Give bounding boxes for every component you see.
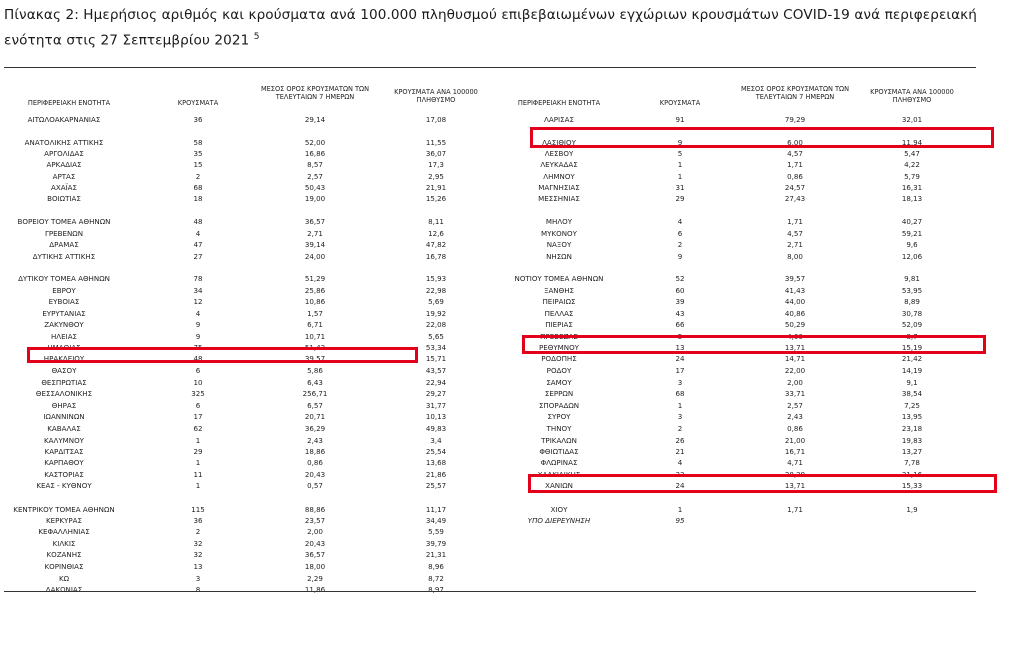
cases-cell: 32 bbox=[193, 550, 203, 559]
avg7-cell: 50,29 bbox=[784, 320, 806, 329]
per100k-cell: 15,71 bbox=[425, 354, 447, 363]
region-cell: ΠΙΕΡΙΑΣ bbox=[545, 320, 573, 329]
cases-cell: 6 bbox=[195, 366, 201, 375]
per100k-cell: 22,08 bbox=[425, 320, 447, 329]
region-cell: ΠΡΕΒΕΖΑΣ bbox=[540, 332, 578, 341]
cases-cell: 48 bbox=[193, 217, 203, 226]
per100k-cell: 22,94 bbox=[425, 378, 447, 387]
avg7-cell: 4,71 bbox=[787, 458, 803, 467]
avg7-cell: 13,71 bbox=[784, 481, 806, 490]
region-cell: ΚΙΛΚΙΣ bbox=[52, 539, 76, 548]
per100k-cell: 43,57 bbox=[425, 366, 447, 375]
region-cell: ΜΗΛΟΥ bbox=[545, 217, 573, 226]
per100k-cell: 14,19 bbox=[901, 366, 923, 375]
region-cell: ΒΟΡΕΙΟΥ ΤΟΜΕΑ ΑΘΗΝΩΝ bbox=[17, 217, 111, 226]
avg7-cell: 20,71 bbox=[304, 412, 326, 421]
per100k-cell: 9,6 bbox=[906, 240, 918, 249]
per100k-cell: 30,78 bbox=[901, 309, 923, 318]
region-cell: ΗΡΑΚΛΕΙΟΥ bbox=[43, 354, 85, 363]
left-header-cases: ΚΡΟΥΣΜΑΤΑ bbox=[177, 99, 219, 107]
avg7-cell: 256,71 bbox=[302, 389, 328, 398]
avg7-cell: 8,57 bbox=[307, 160, 323, 169]
cases-cell: 95 bbox=[675, 516, 685, 525]
region-cell: ΑΝΑΤΟΛΙΚΗΣ ΑΤΤΙΚΗΣ bbox=[24, 138, 104, 147]
region-cell: ΚΕΦΑΛΛΗΝΙΑΣ bbox=[38, 527, 90, 536]
per100k-cell: 8,89 bbox=[904, 297, 920, 306]
cases-cell: 2 bbox=[677, 424, 683, 433]
cases-cell: 1 bbox=[677, 160, 683, 169]
region-cell: ΘΑΣΟΥ bbox=[51, 366, 77, 375]
cases-cell: 13 bbox=[193, 562, 203, 571]
region-cell: ΘΕΣΠΡΩΤΙΑΣ bbox=[41, 378, 87, 387]
cases-cell: 2 bbox=[677, 240, 683, 249]
per100k-cell: 21,91 bbox=[425, 183, 447, 192]
per100k-cell: 39,79 bbox=[425, 539, 447, 548]
cases-cell: 8 bbox=[195, 585, 201, 594]
left-header-avg7: ΜΕΣΟΣ ΟΡΟΣ ΚΡΟΥΣΜΑΤΩΝ ΤΩΝ ΤΕΛΕΥΤΑΙΩΝ 7 ΗΜΕΡΩΝ bbox=[260, 85, 370, 101]
cases-cell: 24 bbox=[675, 354, 685, 363]
per100k-cell: 16,31 bbox=[901, 183, 923, 192]
per100k-cell: 40,27 bbox=[901, 217, 923, 226]
region-cell: ΧΑΝΙΩΝ bbox=[545, 481, 573, 490]
per100k-cell: 8,11 bbox=[428, 217, 444, 226]
avg7-cell: 29,14 bbox=[304, 115, 326, 124]
avg7-cell: 4,00 bbox=[787, 332, 803, 341]
cases-cell: 21 bbox=[675, 447, 685, 456]
cases-cell: 11 bbox=[193, 470, 203, 479]
cases-cell: 24 bbox=[675, 481, 685, 490]
cases-cell: 47 bbox=[193, 240, 203, 249]
region-cell: ΡΟΔΟΥ bbox=[546, 366, 572, 375]
region-cell: ΚΕΝΤΡΙΚΟΥ ΤΟΜΕΑ ΑΘΗΝΩΝ bbox=[13, 505, 115, 514]
cases-cell: 4 bbox=[195, 229, 201, 238]
region-cell: ΗΛΕΙΑΣ bbox=[50, 332, 78, 341]
cases-cell: 68 bbox=[193, 183, 203, 192]
region-cell: ΧΑΛΚΙΔΙΚΗΣ bbox=[537, 470, 581, 479]
cases-cell: 31 bbox=[675, 183, 685, 192]
avg7-cell: 4,57 bbox=[787, 149, 803, 158]
region-cell: ΚΑΣΤΟΡΙΑΣ bbox=[44, 470, 84, 479]
cases-cell: 10 bbox=[193, 378, 203, 387]
per100k-cell: 5,69 bbox=[428, 297, 444, 306]
table-caption bbox=[4, 4, 1014, 52]
avg7-cell: 0,86 bbox=[787, 172, 803, 181]
cases-cell: 3 bbox=[195, 574, 201, 583]
avg7-cell: 36,29 bbox=[304, 424, 326, 433]
avg7-cell: 6,43 bbox=[307, 378, 323, 387]
per100k-cell: 15,19 bbox=[901, 343, 923, 352]
cases-cell: 58 bbox=[193, 138, 203, 147]
region-cell: ΤΡΙΚΑΛΩΝ bbox=[541, 436, 577, 445]
region-cell: ΚΟΡΙΝΘΙΑΣ bbox=[44, 562, 84, 571]
avg7-cell: 33,71 bbox=[784, 389, 806, 398]
region-cell: ΚΕΡΚΥΡΑΣ bbox=[45, 516, 82, 525]
avg7-cell: 52,00 bbox=[304, 138, 326, 147]
region-cell: ΑΡΓΟΛΙΔΑΣ bbox=[44, 149, 84, 158]
per100k-cell: 11,17 bbox=[425, 505, 447, 514]
cases-cell: 33 bbox=[675, 470, 685, 479]
avg7-cell: 24,57 bbox=[784, 183, 806, 192]
cases-cell: 9 bbox=[677, 138, 683, 147]
per100k-cell: 11,55 bbox=[425, 138, 447, 147]
per100k-cell: 52,09 bbox=[901, 320, 923, 329]
cases-cell: 3 bbox=[677, 412, 683, 421]
per100k-cell: 32,01 bbox=[901, 115, 923, 124]
cases-cell: 26 bbox=[675, 436, 685, 445]
per100k-cell: 25,54 bbox=[425, 447, 447, 456]
per100k-cell: 7,78 bbox=[904, 458, 920, 467]
per100k-cell: 10,13 bbox=[425, 412, 447, 421]
cases-cell: 325 bbox=[191, 389, 205, 398]
region-cell: ΚΑΡΠΑΘΟΥ bbox=[44, 458, 84, 467]
region-cell: ΘΗΡΑΣ bbox=[51, 401, 77, 410]
left-header-region: ΠΕΡΙΦΕΡΕΙΑΚΗ ΕΝΟΤΗΤΑ bbox=[27, 99, 111, 107]
region-cell: ΙΩΑΝΝΙΝΩΝ bbox=[43, 412, 85, 421]
region-cell: ΜΑΓΝΗΣΙΑΣ bbox=[538, 183, 580, 192]
region-cell: ΠΕΙΡΑΙΩΣ bbox=[542, 297, 576, 306]
avg7-cell: 44,00 bbox=[784, 297, 806, 306]
cases-cell: 5 bbox=[677, 332, 683, 341]
right-header-cases: ΚΡΟΥΣΜΑΤΑ bbox=[659, 99, 701, 107]
region-cell: ΑΡΤΑΣ bbox=[52, 172, 76, 181]
region-cell: ΦΛΩΡΙΝΑΣ bbox=[540, 458, 578, 467]
region-cell: ΘΕΣΣΑΛΟΝΙΚΗΣ bbox=[35, 389, 93, 398]
cases-cell: 1 bbox=[677, 505, 683, 514]
cases-cell: 6 bbox=[677, 229, 683, 238]
region-cell: ΚΑΡΔΙΤΣΑΣ bbox=[44, 447, 84, 456]
cases-cell: 13 bbox=[675, 343, 685, 352]
cases-cell: 4 bbox=[195, 309, 201, 318]
avg7-cell: 2,57 bbox=[307, 172, 323, 181]
avg7-cell: 0,86 bbox=[787, 424, 803, 433]
cases-cell: 18 bbox=[193, 194, 203, 203]
per100k-cell: 18,13 bbox=[901, 194, 923, 203]
region-cell: ΔΥΤΙΚΗΣ ΑΤΤΙΚΗΣ bbox=[32, 252, 96, 261]
avg7-cell: 24,00 bbox=[304, 252, 326, 261]
avg7-cell: 27,43 bbox=[784, 194, 806, 203]
per100k-cell: 12,6 bbox=[428, 229, 444, 238]
avg7-cell: 16,86 bbox=[304, 149, 326, 158]
avg7-cell: 51,29 bbox=[304, 274, 326, 283]
cases-cell: 1 bbox=[195, 481, 201, 490]
cases-cell: 34 bbox=[193, 286, 203, 295]
region-cell: ΑΙΤΩΛΟΑΚΑΡΝΑΝΙΑΣ bbox=[27, 115, 101, 124]
avg7-cell: 1,71 bbox=[787, 160, 803, 169]
avg7-cell: 1,57 bbox=[307, 309, 323, 318]
region-cell: ΥΠΟ ΔΙΕΡΕΥΝΗΣΗ bbox=[527, 516, 591, 525]
avg7-cell: 23,57 bbox=[304, 516, 326, 525]
per100k-cell: 49,83 bbox=[425, 424, 447, 433]
avg7-cell: 16,71 bbox=[784, 447, 806, 456]
cases-cell: 66 bbox=[675, 320, 685, 329]
cases-cell: 35 bbox=[193, 149, 203, 158]
per100k-cell: 5,47 bbox=[904, 149, 920, 158]
per100k-cell: 5,65 bbox=[428, 332, 444, 341]
cases-cell: 5 bbox=[677, 149, 683, 158]
avg7-cell: 0,57 bbox=[307, 481, 323, 490]
cases-cell: 60 bbox=[675, 286, 685, 295]
region-cell: ΛΕΥΚΑΔΑΣ bbox=[540, 160, 578, 169]
cases-cell: 1 bbox=[195, 436, 201, 445]
avg7-cell: 40,86 bbox=[784, 309, 806, 318]
right-header-per100k: ΚΡΟΥΣΜΑΤΑ ΑΝΑ 100000 ΠΛΗΘΥΣΜΟ bbox=[870, 88, 954, 104]
region-cell: ΑΧΑΪΑΣ bbox=[51, 183, 77, 192]
cases-cell: 29 bbox=[675, 194, 685, 203]
avg7-cell: 2,29 bbox=[307, 574, 323, 583]
avg7-cell: 6,00 bbox=[787, 138, 803, 147]
region-cell: ΣΥΡΟΥ bbox=[547, 412, 571, 421]
avg7-cell: 13,71 bbox=[784, 343, 806, 352]
region-cell: ΣΑΜΟΥ bbox=[546, 378, 572, 387]
avg7-cell: 20,43 bbox=[304, 470, 326, 479]
per100k-cell: 15,26 bbox=[425, 194, 447, 203]
per100k-cell: 9,1 bbox=[906, 378, 918, 387]
per100k-cell: 23,18 bbox=[901, 424, 923, 433]
cases-cell: 2 bbox=[195, 527, 201, 536]
region-cell: ΛΕΣΒΟΥ bbox=[544, 149, 574, 158]
highlight-box-irakleiou bbox=[27, 347, 418, 363]
per100k-cell: 38,54 bbox=[901, 389, 923, 398]
per100k-cell: 21,31 bbox=[425, 550, 447, 559]
per100k-cell: 3,4 bbox=[430, 436, 442, 445]
per100k-cell: 17,3 bbox=[428, 160, 444, 169]
per100k-cell: 12,06 bbox=[901, 252, 923, 261]
highlight-box-rethymnou bbox=[522, 335, 986, 354]
region-cell: ΚΑΛΥΜΝΟΥ bbox=[43, 436, 85, 445]
per100k-cell: 31,77 bbox=[425, 401, 447, 410]
region-cell: ΚΟΖΑΝΗΣ bbox=[46, 550, 82, 559]
per100k-cell: 59,21 bbox=[901, 229, 923, 238]
avg7-cell: 0,86 bbox=[307, 458, 323, 467]
cases-cell: 17 bbox=[675, 366, 685, 375]
avg7-cell: 36,57 bbox=[304, 217, 326, 226]
region-cell: ΒΟΙΩΤΙΑΣ bbox=[47, 194, 81, 203]
per100k-cell: 53,95 bbox=[901, 286, 923, 295]
per100k-cell: 29,27 bbox=[425, 389, 447, 398]
avg7-cell: 14,71 bbox=[784, 354, 806, 363]
region-cell: ΖΑΚΥΝΘΟΥ bbox=[44, 320, 84, 329]
per100k-cell: 15,93 bbox=[425, 274, 447, 283]
per100k-cell: 7,25 bbox=[904, 401, 920, 410]
region-cell: ΝΟΤΙΟΥ ΤΟΜΕΑ ΑΘΗΝΩΝ bbox=[514, 274, 604, 283]
avg7-cell: 8,00 bbox=[787, 252, 803, 261]
avg7-cell: 21,00 bbox=[784, 436, 806, 445]
cases-cell: 4 bbox=[677, 217, 683, 226]
avg7-cell: 41,43 bbox=[784, 286, 806, 295]
caption-text: Πίνακας 2: Ημερήσιος αριθμός και κρούσματα ανά 100.000 πληθυσμού επιβεβαιωμένων εγχώριων κρουσμάτων COVID-19 ανά περιφερειακή ενότητα στις 27 Σεπτεμβρίου 2021 bbox=[4, 7, 978, 49]
per100k-cell: 16,78 bbox=[425, 252, 447, 261]
region-cell: ΜΕΣΣΗΝΙΑΣ bbox=[538, 194, 580, 203]
avg7-cell: 2,43 bbox=[307, 436, 323, 445]
region-cell: ΧΙΟΥ bbox=[550, 505, 568, 514]
avg7-cell: 79,29 bbox=[784, 115, 806, 124]
right-header-avg7: ΜΕΣΟΣ ΟΡΟΣ ΚΡΟΥΣΜΑΤΩΝ ΤΩΝ ΤΕΛΕΥΤΑΙΩΝ 7 ΗΜΕΡΩΝ bbox=[740, 85, 850, 101]
per100k-cell: 53,34 bbox=[425, 343, 447, 352]
cases-cell: 39 bbox=[675, 297, 685, 306]
cases-cell: 75 bbox=[193, 343, 203, 352]
per100k-cell: 19,92 bbox=[425, 309, 447, 318]
per100k-cell: 9,81 bbox=[904, 274, 920, 283]
per100k-cell: 21,86 bbox=[425, 470, 447, 479]
region-cell: ΛΑΣΙΘΙΟΥ bbox=[542, 138, 576, 147]
bottom-rule bbox=[4, 591, 976, 592]
cases-cell: 115 bbox=[191, 505, 205, 514]
per100k-cell: 47,82 bbox=[425, 240, 447, 249]
avg7-cell: 2,00 bbox=[307, 527, 323, 536]
cases-cell: 6 bbox=[195, 401, 201, 410]
region-cell: ΕΥΡΥΤΑΝΙΑΣ bbox=[42, 309, 86, 318]
avg7-cell: 22,00 bbox=[784, 366, 806, 375]
avg7-cell: 51,43 bbox=[304, 343, 326, 352]
cases-cell: 48 bbox=[193, 354, 203, 363]
per100k-cell: 21,42 bbox=[901, 354, 923, 363]
region-cell: ΡΕΘΥΜΝΟΥ bbox=[538, 343, 580, 352]
avg7-cell: 2,00 bbox=[787, 378, 803, 387]
left-header-per100k: ΚΡΟΥΣΜΑΤΑ ΑΝΑ 100000 ΠΛΗΘΥΣΜΟ bbox=[394, 88, 478, 104]
per100k-cell: 11,94 bbox=[901, 138, 923, 147]
region-cell: ΛΑΡΙΣΑΣ bbox=[544, 115, 574, 124]
region-cell: ΝΗΣΩΝ bbox=[546, 252, 572, 261]
region-cell: ΚΩ bbox=[58, 574, 70, 583]
avg7-cell: 5,86 bbox=[307, 366, 323, 375]
cases-cell: 9 bbox=[195, 332, 201, 341]
cases-cell: 78 bbox=[193, 274, 203, 283]
region-cell: ΓΡΕΒΕΝΩΝ bbox=[44, 229, 84, 238]
avg7-cell: 36,57 bbox=[304, 550, 326, 559]
per100k-cell: 36,07 bbox=[425, 149, 447, 158]
per100k-cell: 1,9 bbox=[906, 505, 918, 514]
region-cell: ΑΡΚΑΔΙΑΣ bbox=[46, 160, 82, 169]
avg7-cell: 1,71 bbox=[787, 505, 803, 514]
region-cell: ΣΠΟΡΑΔΩΝ bbox=[538, 401, 580, 410]
cases-cell: 36 bbox=[193, 115, 203, 124]
cases-cell: 1 bbox=[677, 401, 683, 410]
cases-cell: 1 bbox=[195, 458, 201, 467]
per100k-cell: 15,33 bbox=[901, 481, 923, 490]
highlight-box-chanion bbox=[528, 474, 997, 493]
region-cell: ΛΑΚΩΝΙΑΣ bbox=[45, 585, 83, 594]
highlight-box-lasithiou bbox=[530, 127, 994, 148]
region-cell: ΜΥΚΟΝΟΥ bbox=[541, 229, 577, 238]
cases-cell: 27 bbox=[193, 252, 203, 261]
per100k-cell: 5,59 bbox=[428, 527, 444, 536]
region-cell: ΔΡΑΜΑΣ bbox=[49, 240, 79, 249]
cases-cell: 15 bbox=[193, 160, 203, 169]
cases-cell: 2 bbox=[195, 172, 201, 181]
per100k-cell: 8,96 bbox=[428, 562, 444, 571]
avg7-cell: 39,57 bbox=[304, 354, 326, 363]
avg7-cell: 19,00 bbox=[304, 194, 326, 203]
region-cell: ΕΒΡΟΥ bbox=[52, 286, 76, 295]
region-cell: ΤΗΝΟΥ bbox=[546, 424, 572, 433]
per100k-cell: 4,22 bbox=[904, 160, 920, 169]
avg7-cell: 50,43 bbox=[304, 183, 326, 192]
top-rule bbox=[4, 67, 976, 68]
cases-cell: 17 bbox=[193, 412, 203, 421]
cases-cell: 9 bbox=[195, 320, 201, 329]
cases-cell: 68 bbox=[675, 389, 685, 398]
region-cell: ΕΥΒΟΙΑΣ bbox=[48, 297, 80, 306]
per100k-cell: 22,98 bbox=[425, 286, 447, 295]
per100k-cell: 13,95 bbox=[901, 412, 923, 421]
region-cell: ΗΜΑΘΙΑΣ bbox=[47, 343, 81, 352]
cases-cell: 1 bbox=[677, 172, 683, 181]
cases-cell: 52 bbox=[675, 274, 685, 283]
avg7-cell: 88,86 bbox=[304, 505, 326, 514]
per100k-cell: 5,79 bbox=[904, 172, 920, 181]
region-cell: ΚΑΒΑΛΑΣ bbox=[47, 424, 81, 433]
per100k-cell: 2,95 bbox=[428, 172, 444, 181]
per100k-cell: 31,16 bbox=[901, 470, 923, 479]
avg7-cell: 39,14 bbox=[304, 240, 326, 249]
avg7-cell: 20,43 bbox=[304, 539, 326, 548]
cases-cell: 3 bbox=[677, 378, 683, 387]
cases-cell: 36 bbox=[193, 516, 203, 525]
cases-cell: 32 bbox=[193, 539, 203, 548]
region-cell: ΔΥΤΙΚΟΥ ΤΟΜΕΑ ΑΘΗΝΩΝ bbox=[18, 274, 110, 283]
per100k-cell: 13,27 bbox=[901, 447, 923, 456]
avg7-cell: 28,29 bbox=[784, 470, 806, 479]
cases-cell: 9 bbox=[677, 252, 683, 261]
cases-cell: 91 bbox=[675, 115, 685, 124]
region-cell: ΦΘΙΩΤΙΔΑΣ bbox=[539, 447, 579, 456]
cases-cell: 4 bbox=[677, 458, 683, 467]
cases-cell: 12 bbox=[193, 297, 203, 306]
region-cell: ΠΕΛΛΑΣ bbox=[544, 309, 574, 318]
region-cell: ΛΗΜΝΟΥ bbox=[543, 172, 575, 181]
avg7-cell: 4,57 bbox=[787, 229, 803, 238]
avg7-cell: 25,86 bbox=[304, 286, 326, 295]
region-cell: ΣΕΡΡΩΝ bbox=[544, 389, 574, 398]
cases-cell: 62 bbox=[193, 424, 203, 433]
avg7-cell: 10,86 bbox=[304, 297, 326, 306]
per100k-cell: 8,72 bbox=[428, 574, 444, 583]
per100k-cell: 13,68 bbox=[425, 458, 447, 467]
region-cell: ΞΑΝΘΗΣ bbox=[543, 286, 575, 295]
avg7-cell: 2,43 bbox=[787, 412, 803, 421]
per100k-cell: 8,7 bbox=[906, 332, 918, 341]
region-cell: ΚΕΑΣ - ΚΥΘΝΟΥ bbox=[36, 481, 92, 490]
avg7-cell: 2,71 bbox=[787, 240, 803, 249]
per100k-cell: 17,08 bbox=[425, 115, 447, 124]
avg7-cell: 2,71 bbox=[307, 229, 323, 238]
avg7-cell: 6,71 bbox=[307, 320, 323, 329]
per100k-cell: 25,57 bbox=[425, 481, 447, 490]
avg7-cell: 2,57 bbox=[787, 401, 803, 410]
per100k-cell: 8,97 bbox=[428, 585, 444, 594]
avg7-cell: 18,86 bbox=[304, 447, 326, 456]
right-header-region: ΠΕΡΙΦΕΡΕΙΑΚΗ ΕΝΟΤΗΤΑ bbox=[517, 99, 601, 107]
cases-cell: 29 bbox=[193, 447, 203, 456]
per100k-cell: 34,49 bbox=[425, 516, 447, 525]
avg7-cell: 1,71 bbox=[787, 217, 803, 226]
avg7-cell: 11,86 bbox=[304, 585, 326, 594]
avg7-cell: 18,00 bbox=[304, 562, 326, 571]
region-cell: ΝΑΞΟΥ bbox=[546, 240, 572, 249]
avg7-cell: 6,57 bbox=[307, 401, 323, 410]
footnote-marker: 5 bbox=[253, 32, 260, 42]
region-cell: ΡΟΔΟΠΗΣ bbox=[541, 354, 577, 363]
avg7-cell: 39,57 bbox=[784, 274, 806, 283]
per100k-cell: 19,83 bbox=[901, 436, 923, 445]
avg7-cell: 10,71 bbox=[304, 332, 326, 341]
cases-cell: 43 bbox=[675, 309, 685, 318]
